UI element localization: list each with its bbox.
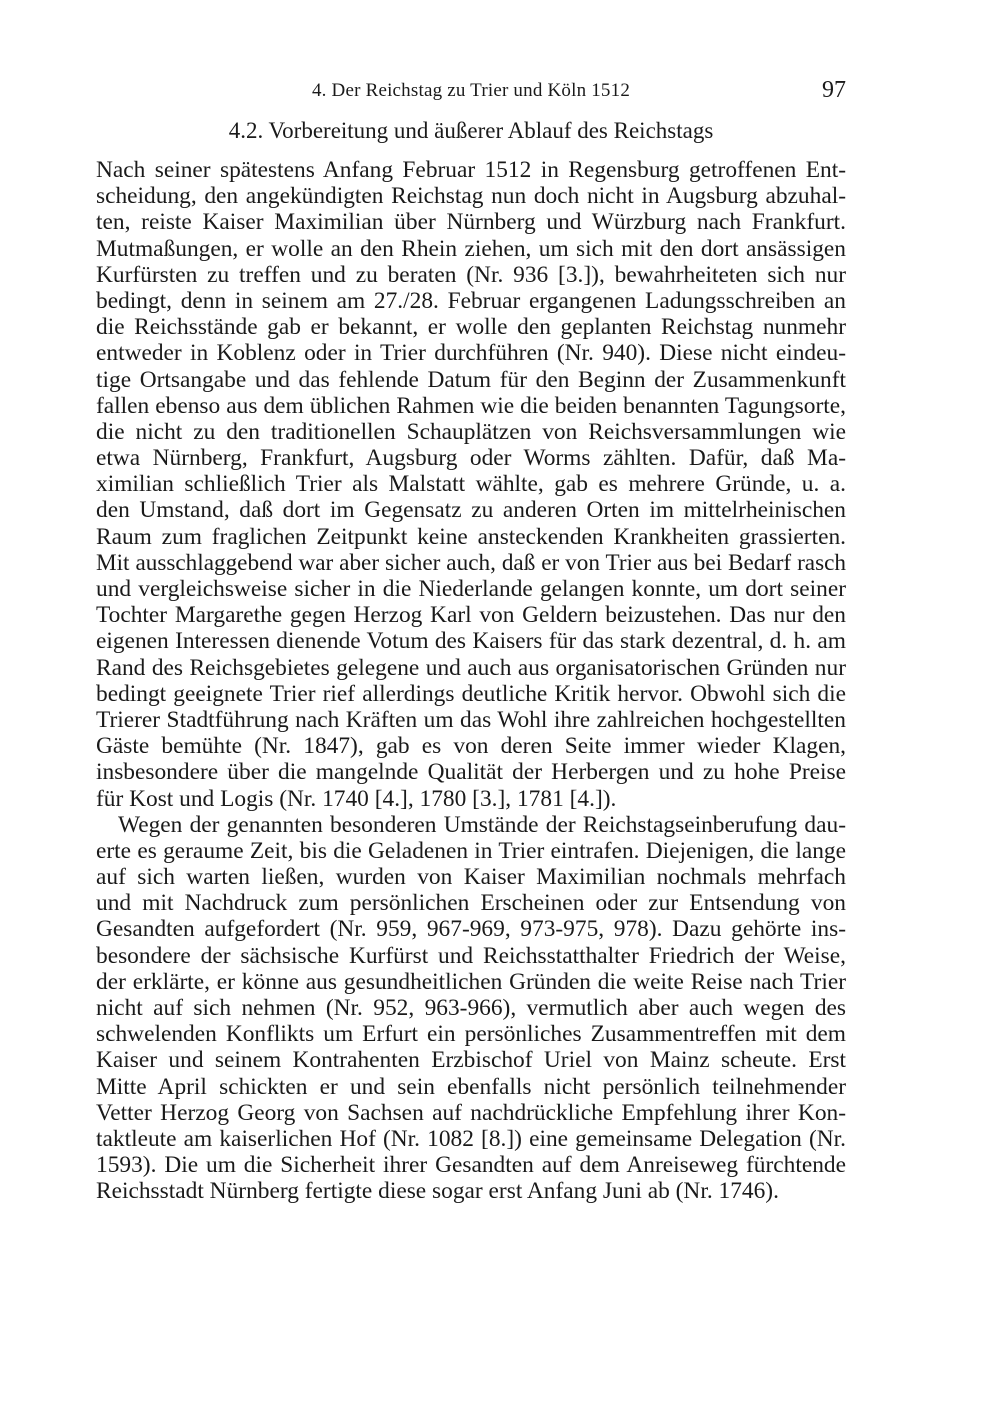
text-line: und mit Nachdruck zum persönlichen Erscheinen oder zur Entsendung von xyxy=(96,890,846,917)
text-line: nicht auf sich nehmen (Nr. 952, 963-966), vermutlich aber auch wegen des xyxy=(96,995,846,1021)
text-line: fallen ebenso aus dem üblichen Rahmen wie die beiden benannten Tagungsorte, xyxy=(96,392,846,419)
text-line: ten, reiste Kaiser Maximilian über Nürnberg und Würzburg nach Frankfurt. xyxy=(96,209,846,236)
text-line: der erklärte, er könne aus gesundheitlichen Gründen die weite Reise nach Trier xyxy=(96,968,846,995)
page-number: 97 xyxy=(822,77,846,103)
text-line: die nicht zu den traditionellen Schauplätzen von Reichsversammlungen wie xyxy=(96,418,846,445)
section-heading: 4.2. Vorbereitung und äußerer Ablauf des Reichstags xyxy=(228,118,714,143)
text-line: Kurfürsten zu treffen und zu beraten (Nr. 936 [3.]), bewahrheiteten sich nur xyxy=(96,261,846,288)
text-line: die Reichsstände gab er bekannt, er wolle den geplanten Reichstag nunmehr xyxy=(96,314,846,341)
text-line: tige Ortsangabe und das fehlende Datum für den Beginn der Zusammenkunft xyxy=(96,366,846,393)
text-line: scheidung, den angekündigten Reichstag nun doch nicht in Augsburg abzuhal- xyxy=(96,183,846,210)
running-title: 4. Der Reichstag zu Trier und Köln 1512 xyxy=(311,80,631,101)
text-line: besondere der sächsische Kurfürst und Reichsstatthalter Friedrich der Weise, xyxy=(96,942,846,969)
text-line: Gäste bemühte (Nr. 1847), gab es von deren Seite immer wieder Klagen, xyxy=(96,733,846,760)
text-line: eigenen Interessen dienende Votum des Kaisers für das stark dezentral, d. h. am xyxy=(96,628,846,655)
text-line: entweder in Koblenz oder in Trier durchführen (Nr. 940). Diese nicht eindeu- xyxy=(96,340,846,367)
text-line: Raum zum fraglichen Zeitpunkt keine ansteckenden Krankheiten grassierten. xyxy=(96,523,846,550)
text-line: Kaiser und seinem Kontrahenten Erzbischof Uriel von Mainz scheute. Erst xyxy=(96,1047,846,1074)
text-line: taktleute am kaiserlichen Hof (Nr. 1082 [8.]) eine gemeinsame Delegation (Nr. xyxy=(96,1125,846,1152)
text-line-paragraph-start: Wegen der genannten besonderen Umstände der Reichstagseinberufung dau- xyxy=(118,811,846,838)
text-line: Mutmaßungen, er wolle an den Rhein ziehen, um sich mit den dort ansässigen xyxy=(96,235,846,262)
text-line: Trierer Stadtführung nach Kräften um das Wohl ihre zahlreichen hochgestellten xyxy=(96,706,846,733)
text-line: Mitte April schickten er und sein ebenfalls nicht persönlich teilnehmender xyxy=(96,1073,846,1100)
text-line: Gesandten aufgefordert (Nr. 959, 967-969, 973-975, 978). Dazu gehörte ins- xyxy=(96,916,846,943)
text-line: Tochter Margarethe gegen Herzog Karl von Geldern beizustehen. Das nur den xyxy=(96,602,846,629)
text-line: den Umstand, daß dort im Gegensatz zu anderen Orten im mittelrheinischen xyxy=(96,497,846,524)
text-line: erte es geraume Zeit, bis die Geladenen in Trier eintrafen. Diejenigen, die lange xyxy=(96,837,846,864)
text-line: insbesondere über die mangelnde Qualität der Herbergen und zu hohe Preise xyxy=(96,759,846,786)
text-line: 1593). Die um die Sicherheit ihrer Gesandten auf dem Anreiseweg fürchtende xyxy=(96,1152,846,1179)
text-line: ximilian schließlich Trier als Malstatt wählte, gab es mehrere Gründe, u. a. xyxy=(96,471,846,498)
text-line: bedingt geeignete Trier rief allerdings deutliche Kritik hervor. Obwohl sich die xyxy=(96,680,846,707)
text-line: schwelenden Konflikts um Erfurt ein persönliches Zusammentreffen mit dem xyxy=(96,1021,846,1048)
text-line: und vergleichsweise sicher in die Niederlande gelangen konnte, um dort seiner xyxy=(96,576,846,602)
text-line: auf sich warten ließen, wurden von Kaiser Maximilian nochmals mehrfach xyxy=(96,864,846,891)
text-line: bedingt, denn in seinem am 27./28. Februar ergangenen Ladungsschreiben an xyxy=(96,287,846,314)
text-line: Vetter Herzog Georg von Sachsen auf nachdrückliche Empfehlung ihrer Kon- xyxy=(96,1099,846,1126)
text-line: Rand des Reichsgebietes gelegene und auch aus organisatorischen Gründen nur xyxy=(96,654,846,681)
text-line: Mit ausschlaggebend war aber sicher auch, daß er von Trier aus bei Bedarf rasch xyxy=(96,549,846,576)
text-line-paragraph-end: für Kost und Logis (Nr. 1740 [4.], 1780 [3.], 1781 [4.]). xyxy=(96,785,617,812)
body-text xyxy=(96,157,846,1205)
running-header xyxy=(96,77,846,108)
text-line-paragraph-end: Reichsstadt Nürnberg fertigte diese sogar erst Anfang Juni ab (Nr. 1746). xyxy=(96,1178,779,1205)
text-line: etwa Nürnberg, Frankfurt, Augsburg oder Worms zählten. Dafür, daß Ma- xyxy=(96,445,846,472)
text-line: Nach seiner spätestens Anfang Februar 1512 in Regensburg getroffenen Ent- xyxy=(96,157,846,183)
